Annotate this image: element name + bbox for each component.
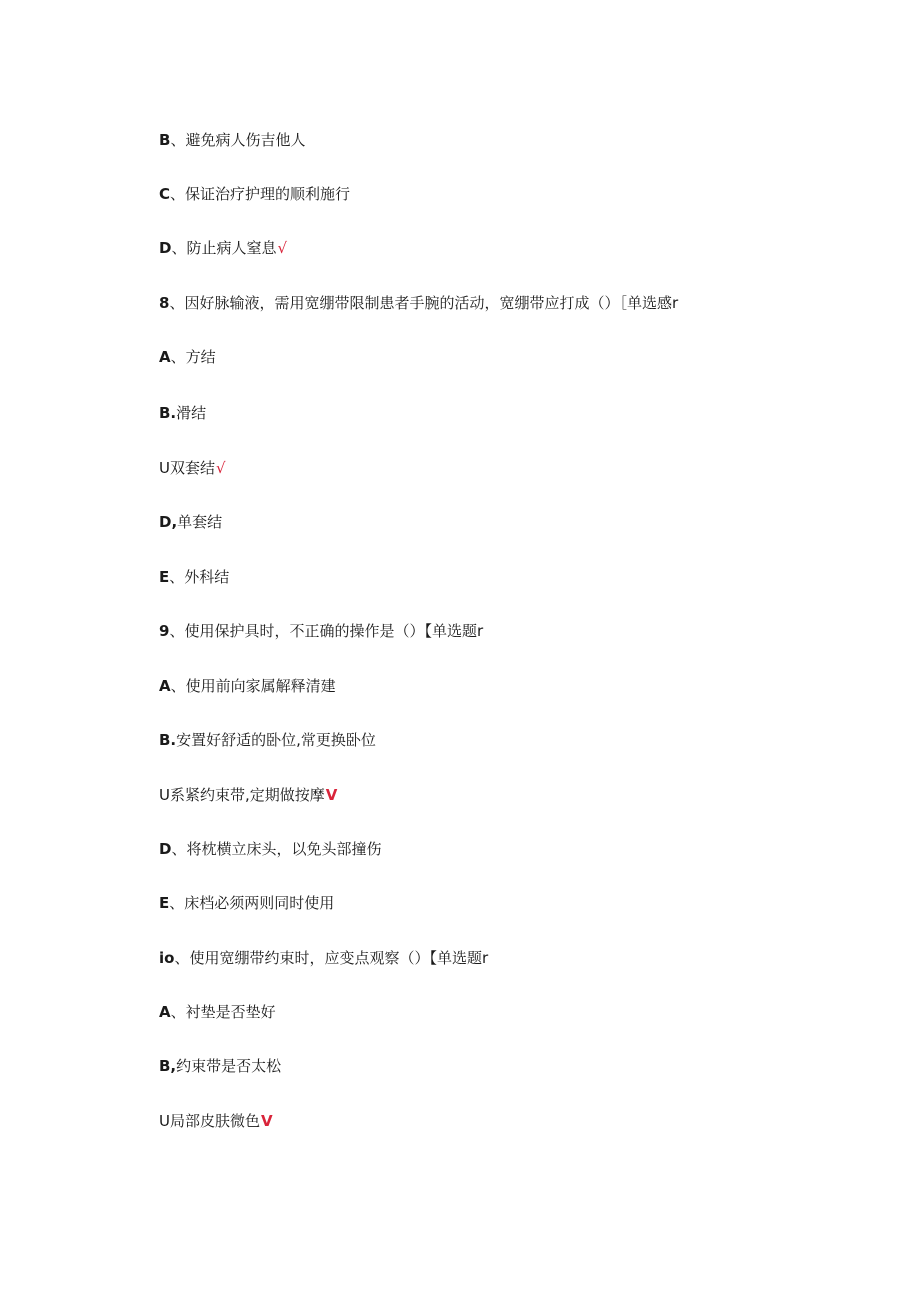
question-text: 、因好脉输液，需用宽绷带限制患者手腕的活动，宽绷带应打成（）［单选感r — [169, 294, 679, 312]
correct-answer-mark: √ — [215, 459, 226, 477]
option-prefix: E — [159, 894, 170, 912]
option-text: 、衬垫是否垫好 — [170, 1003, 276, 1021]
option-line — [159, 839, 382, 859]
question-line — [159, 621, 484, 641]
option-text: U双套结 — [159, 459, 215, 477]
question-text: 、使用宽绷带约束时，应变点观察（）【单选题r — [174, 949, 489, 967]
option-line — [159, 403, 207, 423]
option-text: 单套结 — [177, 513, 223, 531]
option-line — [159, 347, 217, 367]
option-text: 安置好舒适的卧位,常更换卧位 — [176, 731, 376, 749]
option-text: 、床档必须两则同时使用 — [169, 894, 335, 912]
option-prefix: D, — [159, 513, 178, 531]
option-line — [159, 458, 226, 478]
option-prefix: A — [159, 348, 171, 366]
option-line — [159, 184, 351, 204]
option-prefix: B — [159, 131, 171, 149]
correct-answer-mark: √ — [277, 239, 288, 257]
question-text: 、使用保护具时，不正确的操作是（）【单选题r — [169, 622, 484, 640]
option-prefix: C — [159, 185, 171, 203]
option-prefix: E — [159, 568, 170, 586]
option-text: 、保证治疗护理的顺利施行 — [170, 185, 351, 203]
option-prefix: A — [159, 1003, 171, 1021]
option-text: U局部皮肤微色 — [159, 1112, 260, 1130]
option-text: 、外科结 — [169, 568, 230, 586]
option-text: 、方结 — [170, 348, 216, 366]
correct-answer-mark: V — [325, 786, 338, 804]
option-text: 、将枕横立床头，以免头部撞伤 — [171, 840, 382, 858]
option-text: 约束带是否太松 — [176, 1057, 282, 1075]
option-line — [159, 567, 230, 587]
option-text: U系紧约束带,定期做按摩 — [159, 786, 325, 804]
option-prefix: D — [159, 840, 172, 858]
option-line — [159, 512, 223, 532]
option-line — [159, 893, 335, 913]
option-line — [159, 1056, 282, 1076]
correct-answer-mark: V — [260, 1112, 273, 1130]
question-number: 9 — [159, 622, 170, 640]
option-text: 滑结 — [176, 404, 207, 422]
option-prefix: D — [159, 239, 172, 257]
option-line — [159, 785, 337, 805]
question-line — [159, 293, 679, 313]
option-prefix: B. — [159, 731, 177, 749]
option-line — [159, 130, 306, 150]
option-prefix: A — [159, 677, 171, 695]
option-line — [159, 238, 287, 258]
question-number: io — [159, 949, 175, 967]
option-text: 、避免病人伤吉他人 — [170, 131, 306, 149]
question-line — [159, 948, 489, 968]
option-prefix: B, — [159, 1057, 177, 1075]
option-line — [159, 730, 377, 750]
option-line — [159, 1111, 273, 1131]
option-line — [159, 676, 337, 696]
option-text: 、防止病人窒息 — [171, 239, 277, 257]
option-line — [159, 1002, 277, 1022]
option-text: 、使用前向家属解释清建 — [170, 677, 336, 695]
question-number: 8 — [159, 294, 170, 312]
option-prefix: B. — [159, 404, 177, 422]
